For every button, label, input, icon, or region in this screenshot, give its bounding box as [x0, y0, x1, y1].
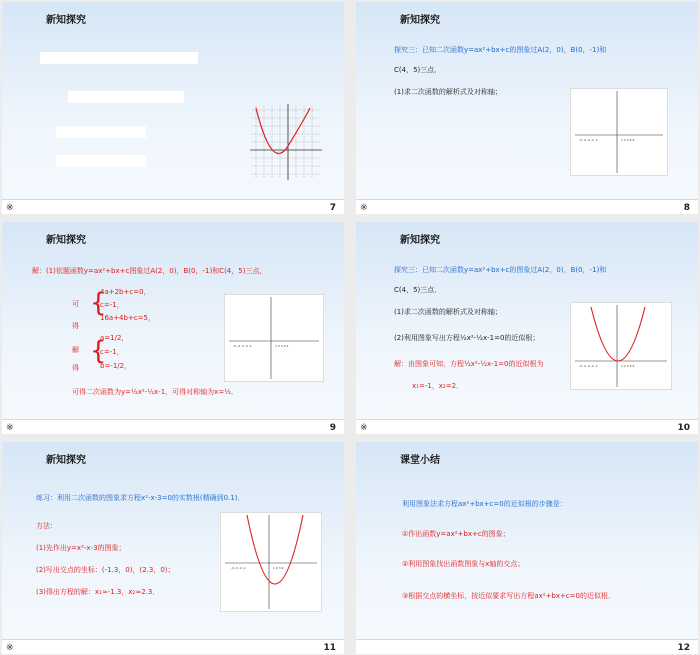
page-mark: ※	[360, 423, 368, 433]
result-a: a=1/2，	[100, 334, 129, 342]
parabola-grid-graph	[248, 102, 324, 182]
slide-title: 新知探究	[46, 235, 86, 246]
question-1: (1)求二次函数的解析式及对称轴；	[394, 88, 502, 96]
answer-line: 解：由图象可知，方程½x²-½x-1=0的近似根为	[394, 360, 544, 368]
text-placeholder-bar	[56, 155, 146, 167]
slide-footer	[2, 419, 344, 434]
page-mark: ※	[6, 203, 14, 213]
coordinate-graph	[570, 88, 668, 176]
text-placeholder-bar	[68, 91, 184, 103]
problem-line-2: C(4，5)三点．	[394, 66, 442, 74]
problem-line-2: C(4，5)三点．	[394, 286, 442, 294]
svg-text:1 2 3 4 5: 1 2 3 4 5	[621, 138, 635, 142]
slide-footer	[2, 639, 344, 654]
slide-footer	[2, 199, 344, 214]
slide-footer	[356, 419, 698, 434]
slide-number: 11	[323, 643, 336, 653]
summary-step-3: ③根据交点的横坐标，按近似要求写出方程ax²+bx+c=0的近似根．	[402, 592, 615, 600]
slide-number: 12	[677, 643, 690, 653]
answer-roots: x₁=-1，x₂=2．	[412, 382, 464, 390]
slide-7[interactable]	[2, 2, 344, 214]
slide-8[interactable]	[356, 2, 698, 214]
question-1: (1)求二次函数的解析式及对称轴；	[394, 308, 502, 316]
text-placeholder-bar	[56, 126, 146, 138]
equation-3: 16a+4b+c=5，	[100, 314, 155, 322]
slide-number: 10	[677, 423, 690, 433]
brace-icon: {	[90, 336, 107, 366]
conclusion: 可得二次函数为y=½x²-½x-1，可得对称轴为x=½．	[72, 388, 238, 396]
brace-icon: {	[90, 288, 107, 318]
svg-text:-4 -3 -2 -1: -4 -3 -2 -1	[231, 566, 246, 570]
svg-text:1 2 3 4 5: 1 2 3 4 5	[275, 344, 289, 348]
slide-10[interactable]	[356, 222, 698, 434]
page-mark: ※	[360, 203, 368, 213]
slide-9[interactable]	[2, 222, 344, 434]
summary-step-1: ①作出函数y=ax²+bx+c的图象；	[402, 530, 510, 538]
slide-footer	[356, 199, 698, 214]
equation-1: 4a+2b+c=0，	[100, 288, 151, 296]
method-label: 方法：	[36, 522, 57, 530]
svg-text:1 2 3 4: 1 2 3 4	[273, 566, 284, 570]
slide-11[interactable]	[2, 442, 344, 654]
svg-text:-5 -4 -3 -2 -1: -5 -4 -3 -2 -1	[579, 364, 598, 368]
summary-intro: 利用图象法求方程ax²+bx+c=0的近似根的步骤是：	[402, 500, 567, 508]
slide-12[interactable]	[356, 442, 698, 654]
slide-title: 新知探究	[46, 15, 86, 26]
problem-line-1: 探究三：已知二次函数y=ax²+bx+c的图象过A(2，0)，B(0，-1)和	[394, 266, 607, 274]
svg-text:-5 -4 -3 -2 -1: -5 -4 -3 -2 -1	[579, 138, 598, 142]
slide-number: 7	[329, 203, 336, 213]
result-b: b=-1/2，	[100, 362, 132, 370]
svg-text:-5 -4 -3 -2 -1: -5 -4 -3 -2 -1	[233, 344, 252, 348]
step-3: (3)得出方程的解：x₁≈-1.3，x₂≈2.3．	[36, 588, 160, 596]
text-placeholder-bar	[40, 52, 198, 64]
slide-number: 9	[329, 423, 336, 433]
parabola-graph	[570, 302, 672, 390]
equation-2: c=-1，	[100, 301, 124, 309]
slide-title: 新知探究	[400, 235, 440, 246]
svg-text:1 2 3 4 5: 1 2 3 4 5	[621, 364, 635, 368]
slide-number: 8	[683, 203, 690, 213]
parabola-graph	[220, 512, 322, 612]
step-1: (1)先作出y=x²-x-3的图象；	[36, 544, 126, 552]
page-mark: ※	[6, 643, 14, 653]
question-2: (2)利用图象写出方程½x²-½x-1=0的近似根；	[394, 334, 540, 342]
slide-footer	[356, 639, 698, 654]
slide-title: 课堂小结	[400, 455, 440, 466]
slide-title: 新知探究	[46, 455, 86, 466]
problem-line-1: 探究三：已知二次函数y=ax²+bx+c的图象过A(2，0)，B(0，-1)和	[394, 46, 607, 54]
label-ke: 可	[72, 300, 79, 308]
solution-line-1: 解：(1)依题函数y=ax²+bx+c图象过A(2，0)，B(0，-1)和C(4，5)三点，	[32, 267, 267, 275]
step-2: (2)写出交点的坐标：(-1.3，0)，(2.3，0)；	[36, 566, 175, 574]
summary-step-2: ②利用图象找出函数图象与x轴的交点；	[402, 560, 525, 568]
label-jie: 解	[72, 346, 79, 354]
slide-title: 新知探究	[400, 15, 440, 26]
exercise-text: 练习：利用二次函数的图象求方程x²-x-3=0的实数根(精确到0.1)．	[36, 494, 245, 502]
label-de-2: 得	[72, 364, 79, 372]
page-mark: ※	[6, 423, 14, 433]
result-c: c=-1，	[100, 348, 124, 356]
label-de: 得	[72, 322, 79, 330]
coordinate-graph	[224, 294, 324, 382]
